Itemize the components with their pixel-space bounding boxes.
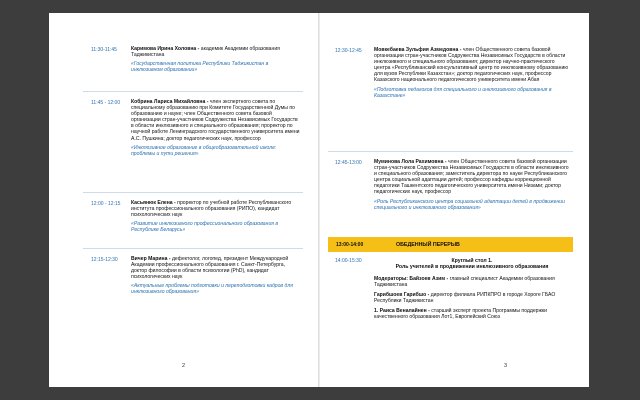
left-page: [49, 13, 318, 387]
roundtable-time: 14:00-15:30: [335, 258, 362, 264]
speaker-name: 1. Раиса Веналайнен -: [374, 307, 430, 314]
lunch-label: ОБЕДЕННЫЙ ПЕРЕРЫВ: [396, 241, 460, 248]
moderator-desc: директор филиала РИПКПРО в городе Хороге ГБАО Республики Таджикистан: [374, 291, 556, 304]
talk-topic: «Подготовка педагогов для специального и инклюзивного образования в Казахстане»: [374, 86, 552, 99]
speaker-name: Касьянюк Елена -: [131, 200, 176, 206]
speaker-desc: дефектолог, логопед, президент Международной Академии профессионального образования г. Санкт-Петербурга, доктор философии в области психологии (PhD), кандидат психологических наук: [131, 256, 289, 281]
moderator-1: [374, 276, 570, 288]
talk-topic: «Государственная политика Республики Таджикистан в инклюзивном образовании»: [131, 61, 269, 74]
entry-time: 11:30-11:45: [91, 47, 117, 53]
speaker-entry: [131, 99, 301, 157]
speaker-name: Вичер Марина -: [131, 256, 171, 262]
speaker-desc: член Общественного совета базовой организации стран-участников Содружества Независимых Государств в области инклюзивного и специального образования; директор научно-практического центра «Республиканский консультативный центр по инклюзивному образованию для вузов Республики Казахстан»; доктор педагогических наук, профессор Казахского национального педагогического университета имени Абая: [374, 47, 569, 84]
speaker-desc: старший эксперт проекта Программы поддержки качественного образования Лот1, Европейский Союз: [374, 307, 547, 321]
divider: [83, 91, 303, 92]
speaker-entry: [374, 47, 570, 99]
talk-topic: «Актуальные проблемы подготовки и переподготовки кадров для инклюзивного образования»: [131, 283, 293, 296]
speaker-name: Каримова Ирина Холовна -: [131, 46, 200, 52]
moderator-desc: главный специалист Академии образования Таджикистана: [374, 275, 555, 288]
roundtable-block: [374, 258, 570, 324]
entry-time: 12:15-12:30: [91, 257, 118, 263]
speaker-desc: член Общественного совета базовой организации стран-участников Содружества Независимых Государств в области инклюзивного и специального образования; заместитель директора по науке Республиканского центра социальной адаптации детей; профессор кафедры коррекционной педагогики Ташкентского педагогического университета имени Низами; доктор педагогических наук, профессор: [374, 159, 569, 196]
roundtable-title: Круглый стол 1.: [451, 258, 493, 264]
moderator-name: Гарибшоев Гарибшо -: [374, 291, 430, 298]
divider: [83, 248, 303, 249]
moderators-label: Модераторы:: [374, 275, 408, 282]
speaker-desc: академик Академии образования Таджикистана: [131, 46, 280, 59]
speaker-1: [374, 308, 570, 320]
roundtable-subtitle: Роль учителей в продвижении инклюзивного образования: [395, 264, 549, 271]
lunch-break-bar: [328, 237, 573, 252]
entry-time: 12:30-12:45: [335, 48, 362, 54]
entry-time: 12:45-13:00: [335, 160, 362, 166]
speaker-desc: член экспертного совета по специальному образованию при Комитете Государственной Думы по образованию и науке; член Общественного совета базовой организации стран-участников Содружества Независимых Государств в области инклюзивного и специального образования; проректор по научной работе Ленинградского государственного университета имени А.С. Пушкина; доктор педагогических наук, профессор: [131, 99, 300, 142]
speaker-entry: [374, 159, 570, 211]
lunch-time: 13:00-14:00: [336, 241, 364, 248]
right-page: [320, 13, 589, 387]
booklet-spread: [49, 13, 589, 387]
speaker-name: Муминова Лола Рахимовна -: [374, 159, 447, 165]
divider: [328, 151, 573, 152]
entry-time: 12:00 - 12:15: [91, 201, 121, 207]
moderator-2: [374, 292, 570, 304]
speaker-desc: проректор по учебной работе Республиканского института профессионального образования (РИПО), кандидат психологических наук: [131, 200, 292, 219]
talk-topic: «Инклюзивное образование в общеобразовательной школе: проблемы и пути решения»: [131, 144, 277, 157]
speaker-entry: [131, 256, 301, 296]
moderator-name: Байзоев Азим -: [409, 275, 449, 282]
talk-topic: «Роль Республиканского центра социальной адаптации детей в продвижении специального и инклюзивного образования»: [374, 198, 565, 211]
talk-topic: «Развитие инклюзивного профессионального образования в Республике Беларусь»: [131, 221, 279, 234]
speaker-name: Мовкебаева Зульфия Азмедовна -: [374, 47, 462, 53]
entry-time: 11:45 - 12:00: [91, 100, 121, 106]
speaker-name: Кобрина Лариса Михайловна -: [131, 99, 209, 105]
page-number: 2: [182, 363, 186, 369]
speaker-entry: [131, 200, 301, 233]
speaker-entry: [131, 46, 301, 73]
divider: [83, 192, 303, 193]
page-number: 3: [504, 363, 508, 369]
